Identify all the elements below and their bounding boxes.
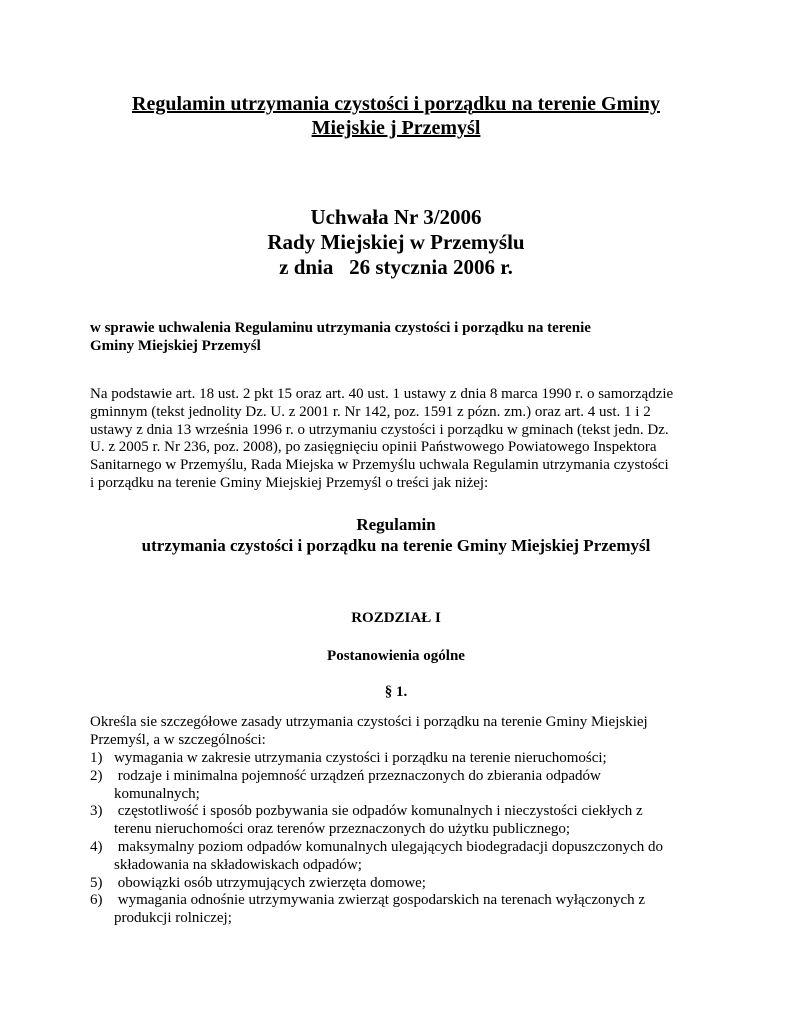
list-item: [90, 875, 730, 893]
subject-line: w sprawie uchwalenia Regulaminu utrzymania czystości i porządku na terenie: [90, 320, 591, 336]
chapter-heading: ROZDZIAŁ I: [351, 610, 441, 626]
list-item-text: częstotliwość i sposób pozbywania sie odpadów komunalnych i nieczystości ciekłych z: [114, 803, 643, 820]
list-item-text: wymagania odnośnie utrzymywania zwierząt gospodarskich na terenach wyłączonych z: [114, 892, 646, 909]
list-item-number: 5): [90, 874, 103, 891]
legal-basis-line: Na podstawie art. 18 ust. 2 pkt 15 oraz art. 40 ust. 1 ustawy z dnia 8 marca 1990 r. o samorządzie: [90, 386, 674, 402]
list-item-text: wymagania w zakresie utrzymania czystości i porządku na terenie nieruchomości;: [114, 750, 607, 766]
list-item-text: rodzaje i minimalna pojemność urządzeń przeznaczonych do zbierania odpadów: [114, 767, 601, 784]
legal-basis-line: ustawy z dnia 13 września 1996 r. o utrzymaniu czystości i porządku w gminach (tekst jedn. Dz.: [90, 421, 669, 438]
list-item-number: 3): [90, 803, 103, 820]
intro-paragraph: [90, 714, 730, 750]
paragraph-mark: § 1.: [384, 684, 408, 700]
list-item: [90, 839, 730, 875]
legal-basis-line: U. z 2005 r. Nr 236, poz. 2008), po zasięgnięciu opinii Państwowego Powiatowego Inspektora: [90, 439, 657, 456]
resolution-date: z dnia 26 stycznia 2006 r.: [279, 255, 513, 279]
list-item-continuation: komunalnych;: [114, 785, 200, 802]
regulation-heading-line: utrzymania czystości i porządku na terenie Gminy Miejskiej Przemyśl: [141, 536, 651, 555]
list-item-number: 2): [90, 767, 103, 784]
scope-list: [90, 750, 730, 928]
list-item-text: obowiązki osób utrzymujących zwierzęta domowe;: [114, 874, 426, 891]
list-item-continuation: składowania na składowiskach odpadów;: [114, 856, 362, 873]
list-item-continuation: produkcji rolniczej;: [114, 910, 232, 927]
list-item: [90, 768, 730, 804]
document-title-line: Miejskie j Przemyśl: [311, 117, 481, 139]
list-item: [90, 750, 730, 768]
legal-basis-line: i porządku na terenie Gminy Miejskiej Przemyśl o treści jak niżej:: [90, 474, 489, 491]
intro-line: Określa sie szczegółowe zasady utrzymania czystości i porządku na terenie Gminy Miejskiej: [90, 714, 648, 730]
list-item-number: 4): [90, 838, 103, 855]
list-item: [90, 803, 730, 839]
list-item-number: 6): [90, 892, 103, 909]
subject-line: Gminy Miejskiej Przemyśl: [90, 338, 261, 354]
regulation-heading: [60, 514, 732, 556]
list-item-number: 1): [90, 750, 103, 766]
resolution-council: Rady Miejskiej w Przemyślu: [267, 230, 525, 254]
resolution-number: Uchwała Nr 3/2006: [310, 205, 482, 229]
intro-line: Przemyśl, a w szczególności:: [90, 731, 266, 748]
legal-basis-line: gminnym (tekst jednolity Dz. U. z 2001 r. Nr 142, poz. 1591 z pózn. zm.) oraz art. 4 ust. 1 i 2: [90, 403, 651, 420]
list-item-text: maksymalny poziom odpadów komunalnych ulegających biodegradacji dopuszczonych do: [114, 838, 664, 855]
document-title-line: Regulamin utrzymania czystości i porządku na terenie Gminy: [132, 93, 660, 115]
list-item: [90, 892, 730, 928]
resolution-subject: [90, 319, 700, 355]
legal-basis-paragraph: [90, 386, 730, 493]
document-title: [60, 92, 732, 140]
section-title: Postanowienia ogólne: [327, 648, 465, 664]
regulation-heading-line: Regulamin: [356, 515, 436, 534]
legal-basis-line: Sanitarnego w Przemyślu, Rada Miejska w Przemyślu uchwala Regulamin utrzymania czystości: [90, 457, 669, 474]
resolution-heading: [60, 205, 732, 280]
list-item-continuation: terenu nieruchomości oraz terenów przeznaczonych do użytku publicznego;: [114, 821, 571, 838]
